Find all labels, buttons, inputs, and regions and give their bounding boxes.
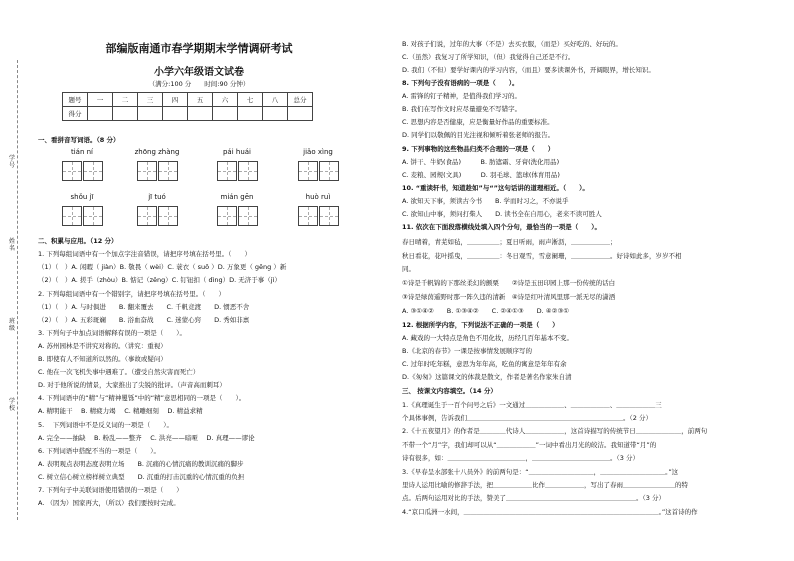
pinyin-label: shǒu jī: [70, 193, 94, 201]
score-table-header-row: [63, 93, 313, 107]
question-line: C. 过年时吃年糕，意思为年年高，吃鱼的寓意是年年有余: [402, 360, 567, 368]
question-line: 11. 依次在下面段落横线处填入四个分句，最恰当的一项是（ ）。: [402, 223, 602, 231]
score-cell: 六: [213, 93, 238, 107]
score-input-cell[interactable]: [113, 107, 138, 121]
question-line: ③诗是绿茵遥野时那一阵久违的清新 ④诗是红叶清风里那一派无尽的潇洒: [402, 293, 616, 301]
question-line: 2.《十五夜望月》的作者是＿＿＿＿代诗人＿＿＿＿＿＿，这首诗描写的传统节日＿＿＿＿＿＿＿，前两句: [402, 427, 708, 435]
question-line: （1）（ ）A. 与时俱进 B. 翻来覆去 C. 千帆竞渡 D. 惯恶不舍: [38, 303, 250, 311]
writing-boxes[interactable]: [62, 206, 104, 226]
question-line: 7. 下列句子中关联词语使用错误的一项是（ ）: [38, 486, 183, 494]
score-cell: 得分: [63, 107, 88, 121]
question-line: 12. 根据所学内容，下列说法不正确的一项是（ ）: [402, 321, 559, 329]
score-input-cell[interactable]: [88, 107, 113, 121]
writing-boxes[interactable]: [137, 161, 179, 181]
question-line: A. （因为）国家再大，（所以）我们要按时完成。: [38, 499, 180, 507]
binding-label-student-id: 学号: [8, 155, 15, 169]
score-input-cell[interactable]: [188, 107, 213, 121]
pinyin-label: jī tuó: [148, 193, 166, 201]
section-2-heading: 二、积累与应用。（12 分）: [38, 237, 118, 245]
score-cell: 题号: [63, 93, 88, 107]
question-line: 6. 下列词语中搭配不当的一项是（ ）。: [38, 447, 161, 455]
pinyin-label: tián ní: [70, 148, 94, 156]
score-input-cell[interactable]: [213, 107, 238, 121]
score-cell: 八: [263, 93, 288, 107]
question-line: A. 完全——抽缺 B. 粉乱——整齐 C. 洪亮——暗哑 D. 真理——谬论: [38, 434, 255, 442]
binding-margin: [0, 60, 36, 520]
pinyin-label: zhōng zhàng: [134, 148, 180, 156]
binding-label-name: 姓名: [8, 238, 15, 252]
question-line: 秋日看花，花叶摇曳，＿＿＿＿＿：冬日观雪，雪意阑珊，＿＿＿＿＿＿。好诗如此多，岁岁不相: [402, 252, 682, 260]
question-line: C. 思想内容是否健康，应是衡量好作品的重要标准。: [402, 118, 554, 126]
question-line: （2）（ ）A. 搓手（zhòu）B. 惦记（zěng）C. 钉钮扣（ dìng）D. 无济于事（jì）: [38, 276, 281, 284]
question-line: D. 我们（不但）要学好课内的学习内容，（而且）要多读课外书，开阔眼界，增长知识。: [402, 66, 655, 74]
question-line: 1.《真理诞生于一百个问号之后》一文通过＿＿＿＿＿＿、＿＿＿＿＿＿、＿＿＿＿＿＿三: [402, 401, 662, 409]
question-line: 同。: [402, 265, 415, 273]
question-line: A. 藏戏的一大特点是角色不用化妆，历经几百年基本不变。: [402, 334, 573, 342]
question-line: A. 饼干、牛奶(食品) B. 肪遮霜、牙膏(洗化用品): [402, 158, 560, 166]
question-line: ①诗是千帆锦的下那丝柔幻的颤栗 ②诗是玉田印园上那一份传统的话白: [402, 279, 616, 287]
score-cell: 四: [163, 93, 188, 107]
question-line: A. 精明能干 B. 精疲力竭 C. 精雕细刻 D. 精益求精: [38, 407, 203, 415]
question-line: C. 欲知山中事，须问打柴人 D. 读书全在自用心，老来不读可胜人: [402, 210, 602, 218]
question-line: B.《北京的春节》一课是按事情发展顺序写的: [402, 347, 533, 355]
question-line: 诗有很多，如：＿＿＿＿＿＿＿＿＿＿＿＿，＿＿＿＿＿＿＿＿＿＿＿＿。（3 分）: [402, 454, 639, 462]
question-line: 里诗人运用比喻的修辞手法，把＿＿＿＿＿＿比作＿＿＿＿＿＿，写出了春雨＿＿＿＿＿＿＿＿的特: [402, 481, 688, 489]
question-line: A. 欲知天下事，须读古今书 B. 学而时习之，不亦说乎: [402, 197, 569, 205]
question-line: D. 同学们以敬佩的目光注视和倾听着张老师的报告。: [402, 131, 555, 139]
question-line: 3.《早春呈水部张十八员外》的前两句是：“＿＿＿＿＿＿＿＿＿＿，＿＿＿＿＿＿＿＿＿＿。”这: [402, 468, 679, 476]
question-line: 4.“京口瓜洲一水间，＿＿＿＿＿＿＿＿＿＿＿＿＿＿＿＿＿＿＿＿＿＿＿＿＿＿＿＿＿＿。”这首诗的作: [402, 508, 698, 516]
writing-boxes[interactable]: [137, 206, 179, 226]
score-cell: 总分: [288, 93, 313, 107]
question-line: 4. 下列词语中的“精”与“精神矍铄”中的“精”意思相同的一项是（ ）。: [38, 394, 246, 402]
question-line: A. 苏州园林是不讲究对称的。（讲究：重视）: [38, 342, 167, 350]
question-line: C. 树立信心树立榜样树立典型 D. 沉重的打击沉重的心情沉重的负担: [38, 473, 245, 481]
score-input-cell[interactable]: [238, 107, 263, 121]
question-line: 9. 下列事物的这些物品归类不合理的一项是（ ）: [402, 145, 555, 153]
writing-boxes[interactable]: [217, 161, 259, 181]
question-line: 不带一个“月”字，我们却可以从“＿＿＿＿＿＿”一词中看出月光的皎洁。我知道带“月”的: [402, 441, 657, 449]
binding-label-school: 学校: [8, 398, 15, 412]
score-cell: 一: [88, 93, 113, 107]
score-input-cell[interactable]: [163, 107, 188, 121]
question-line: B. 我们在写作文时应尽量避免不写错字。: [402, 105, 522, 113]
score-input-cell[interactable]: [138, 107, 163, 121]
score-cell: 二: [113, 93, 138, 107]
pinyin-label: jiǎo xìng: [303, 148, 333, 156]
writing-boxes[interactable]: [62, 161, 104, 181]
question-line: C.（虽然）我复习了所学知识，（但）我觉得自己还是不行。: [402, 53, 575, 61]
question-line: 个具体事例，告诉我们＿＿＿＿＿＿＿＿＿＿＿＿＿＿＿＿＿＿＿＿＿＿＿＿。（2 分）: [402, 414, 652, 422]
question-line: B. 即使有人不知道所以然的。（事故或疑问）: [38, 355, 167, 363]
question-line: 点。后两句运用对比的手法，赞美了＿＿＿＿＿＿＿＿＿＿＿＿＿＿＿＿＿＿＿＿。（3 分）: [402, 494, 665, 502]
section-1-heading: 一、看拼音写词语。（8 分）: [38, 136, 120, 144]
binding-dashed-line: [17, 60, 18, 520]
question-line: 8. 下列句子没有语病的一项是（ ）。: [402, 79, 519, 87]
exam-title: 部编版南通市春学期期末学情调研考试: [105, 42, 293, 55]
question-line: B. 对孩子们说，过年的大事（不是）去买衣服，（而是）买好吃的、好玩的。: [402, 40, 622, 48]
section-3-heading: 三、 按课文内容填空。（14 分）: [402, 387, 497, 395]
question-line: （2）（ ）A. 五彩斑斓 B. 浴血奋战 C. 迷蒙心窍 D. 秀如非禀: [38, 316, 250, 324]
question-line: C. 麦粮、园规(文具) D. 羽毛球、篮球(体育用品): [402, 171, 560, 179]
exam-subtitle: 小学六年级语文试卷: [154, 67, 244, 78]
question-line: A. 雷锋的钉子精神，是值得我们学习的。: [402, 92, 521, 100]
score-cell: 五: [188, 93, 213, 107]
question-line: 3. 下列句子中加点词语解释有误的一项是（ ）。: [38, 329, 187, 337]
pinyin-label: mián gēn: [220, 193, 254, 201]
question-line: 春日晴着，青芜如毡，＿＿＿＿＿；夏日听雨，雨声淅沥，＿＿＿＿＿＿；: [402, 238, 617, 246]
score-cell: 七: [238, 93, 263, 107]
question-line: D. 对于他所说的情景，大家推出了尖锐的批评。（声音高而刺耳）: [38, 381, 226, 389]
question-line: 10. “重读轩书，知道趁如”与“”这句话讲的道理相近。（ ）。: [402, 184, 589, 192]
question-line: 2. 下列每组词语中有一个错别字，请把序号填在括号里。（ ）: [38, 290, 226, 298]
question-line: （1）（ ）A. 闲暇（ jiàn）B. 敬畏（ wèi）C. 蓑衣（ suō ）D. 万象更（ gēng ）新: [38, 263, 287, 271]
pinyin-label: huò ruì: [305, 193, 331, 201]
score-cell: 三: [138, 93, 163, 107]
writing-boxes[interactable]: [298, 206, 340, 226]
score-input-cell[interactable]: [263, 107, 288, 121]
question-line: 1. 下列每组词语中有一个加点字注音错误，请把序号填在括号里。（ ）: [38, 250, 252, 258]
question-line: D.《匆匆》这篇课文的体裁是散文，作者是著名作家朱自清: [402, 373, 572, 381]
question-line: A. 表明观点表明态度表明立场 B. 沉痛的心情沉痛的教训沉痛的脚步: [38, 460, 244, 468]
writing-boxes[interactable]: [217, 206, 259, 226]
question-line: A. ③①④② B. ①③④② C. ②④①③ D. ④②③①: [402, 307, 570, 315]
score-table-score-row: [63, 107, 313, 121]
score-table: [62, 92, 313, 121]
question-line: C. 他在一次飞机失事中遇难了。（遭受自然灾害而死亡）: [38, 368, 200, 376]
question-line: 5. 下列词语中不是反义词的一项是（ ）。: [38, 421, 174, 429]
exam-meta: （满分:100 分 时间:90 分钟）: [148, 80, 250, 88]
writing-boxes[interactable]: [298, 161, 340, 181]
score-input-cell[interactable]: [288, 107, 313, 121]
binding-label-class: 班级: [8, 318, 15, 332]
pinyin-label: pái huái: [222, 148, 251, 156]
